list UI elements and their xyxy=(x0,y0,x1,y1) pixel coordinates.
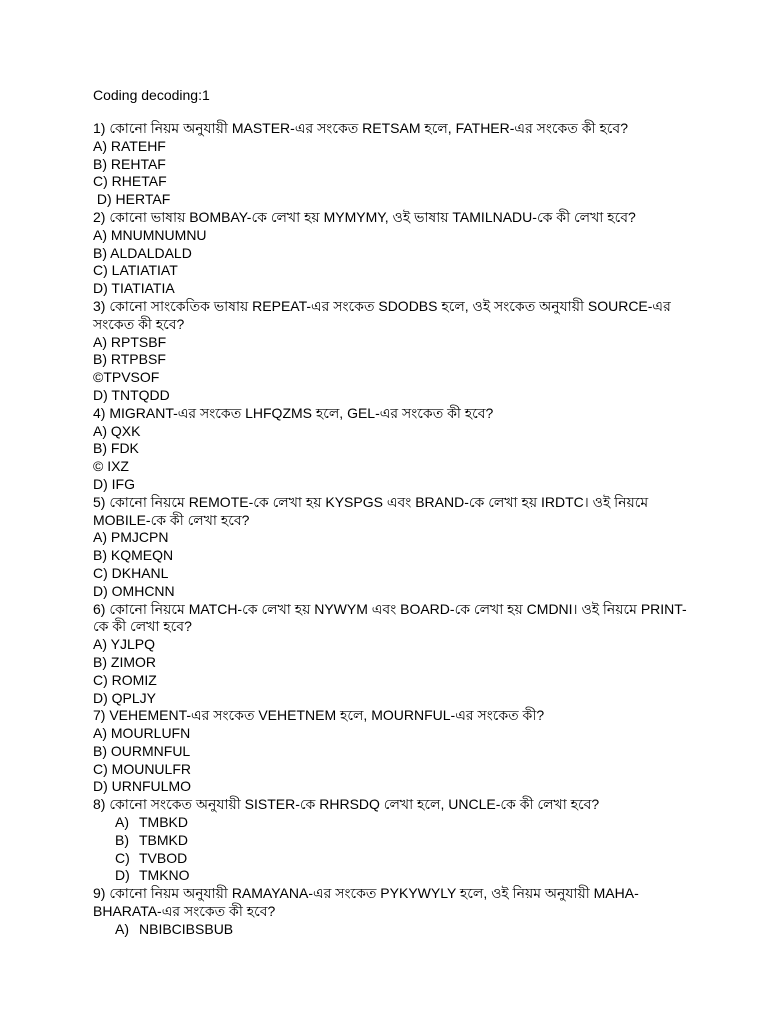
q8-option-c-label: C) xyxy=(115,849,130,866)
q3-option-c: ©TPVSOF xyxy=(93,369,160,386)
question-8: 8) কোনো সংকেত অনুযায়ী SISTER-কে RHRSDQ লেখা হলে, UNCLE-কে কী লেখা হবে? xyxy=(93,796,600,813)
q5-option-b: B) KQMEQN xyxy=(93,547,174,564)
question-2: 2) কোনো ভাষায় BOMBAY-কে লেখা হয় MYMYMY, ওই ভাষায় TAMILNADU-কে কী লেখা হবে? xyxy=(93,208,636,225)
q9-option-a-label: A) xyxy=(115,920,129,937)
q4-option-d: D) IFG xyxy=(93,475,135,492)
q4-option-c: © IXZ xyxy=(93,458,129,475)
q4-option-b: B) FDK xyxy=(93,440,139,457)
q8-option-d-label: D) xyxy=(115,867,130,884)
q9-option-a xyxy=(93,921,693,939)
q5-option-d: D) OMHCNN xyxy=(93,582,175,599)
q8-option-a-text: TMBKD xyxy=(139,814,188,831)
q7-option-a: A) MOURLUFN xyxy=(93,725,191,742)
q4-option-a: A) QXK xyxy=(93,422,141,439)
q1-option-c: C) RHETAF xyxy=(93,173,167,190)
question-9: 9) কোনো নিয়ম অনুযায়ী RAMAYANA-এর সংকেত PYKYWYLY হলে, ওই নিয়ম অনুযায়ী MAHA-BHARATA-এর সংকেত কী হবে? xyxy=(93,885,639,920)
question-1: 1) কোনো নিয়ম অনুযায়ী MASTER-এর সংকেত RETSAM হলে, FATHER-এর সংকেত কী হবে? xyxy=(93,120,628,136)
q7-option-d: D) URNFULMO xyxy=(93,778,191,795)
q8-option-a-label: A) xyxy=(115,814,129,831)
q9-option-a-text: NBIBCIBSBUB xyxy=(139,920,234,937)
q6-option-d: D) QPLJY xyxy=(93,689,157,706)
question-3: 3) কোনো সাংকেতিক ভাষায় REPEAT-এর সংকেত SDODBS হলে, ওই সংকেত অনুযায়ী SOURCE-এর সংকেত কী হবে? xyxy=(93,297,671,332)
q8-option-b-label: B) xyxy=(115,831,129,848)
q2-option-c: C) LATIATIAT xyxy=(93,262,178,279)
q8-option-c xyxy=(93,850,693,868)
q7-option-b: B) OURMNFUL xyxy=(93,742,191,759)
q5-option-a: A) PMJCPN xyxy=(93,529,169,546)
q3-option-a: A) RPTSBF xyxy=(93,333,167,350)
q8-option-b xyxy=(93,832,693,850)
question-7: 7) VEHEMENT-এর সংকেত VEHETNEM হলে, MOURNFUL-এর সংকেত কী? xyxy=(93,707,545,724)
q2-option-b: B) ALDALDALD xyxy=(93,244,192,261)
q6-option-b: B) ZIMOR xyxy=(93,653,156,670)
q1-option-d: D) HERTAF xyxy=(93,191,171,208)
q2-option-a: A) MNUMNUMNU xyxy=(93,226,207,243)
q8-option-a xyxy=(93,814,693,832)
q8-option-c-text: TVBOD xyxy=(139,849,188,866)
question-4: 4) MIGRANT-এর সংকেত LHFQZMS হলে, GEL-এর সংকেত কী হবে? xyxy=(93,404,494,421)
document-page xyxy=(93,86,693,939)
q8-option-d xyxy=(93,867,693,885)
q2-option-d: D) TIATIATIA xyxy=(93,280,175,297)
question-6: 6) কোনো নিয়মে MATCH-কে লেখা হয় NYWYM এবং BOARD-কে লেখা হয় CMDNI। ওই নিয়মে PRINT-কে কী লেখা হবে? xyxy=(93,600,687,635)
q7-option-c: C) MOUNULFR xyxy=(93,760,191,777)
q6-option-a: A) YJLPQ xyxy=(93,636,155,653)
q6-option-c: C) ROMIZ xyxy=(93,671,157,688)
q3-option-b: B) RTPBSF xyxy=(93,351,166,368)
q8-option-b-text: TBMKD xyxy=(139,831,188,848)
q8-option-d-text: TMKNO xyxy=(139,867,190,884)
question-5: 5) কোনো নিয়মে REMOTE-কে লেখা হয় KYSPGS এবং BRAND-কে লেখা হয় IRDTC। ওই নিয়মে MOBILE-কে কী লেখা হবে? xyxy=(93,493,649,528)
q1-option-b: B) REHTAF xyxy=(93,155,166,172)
q1-option-a: A) RATEHF xyxy=(93,137,166,154)
document-title: Coding decoding:1 xyxy=(93,87,210,103)
q5-option-c: C) DKHANL xyxy=(93,564,169,581)
q3-option-d: D) TNTQDD xyxy=(93,386,170,403)
